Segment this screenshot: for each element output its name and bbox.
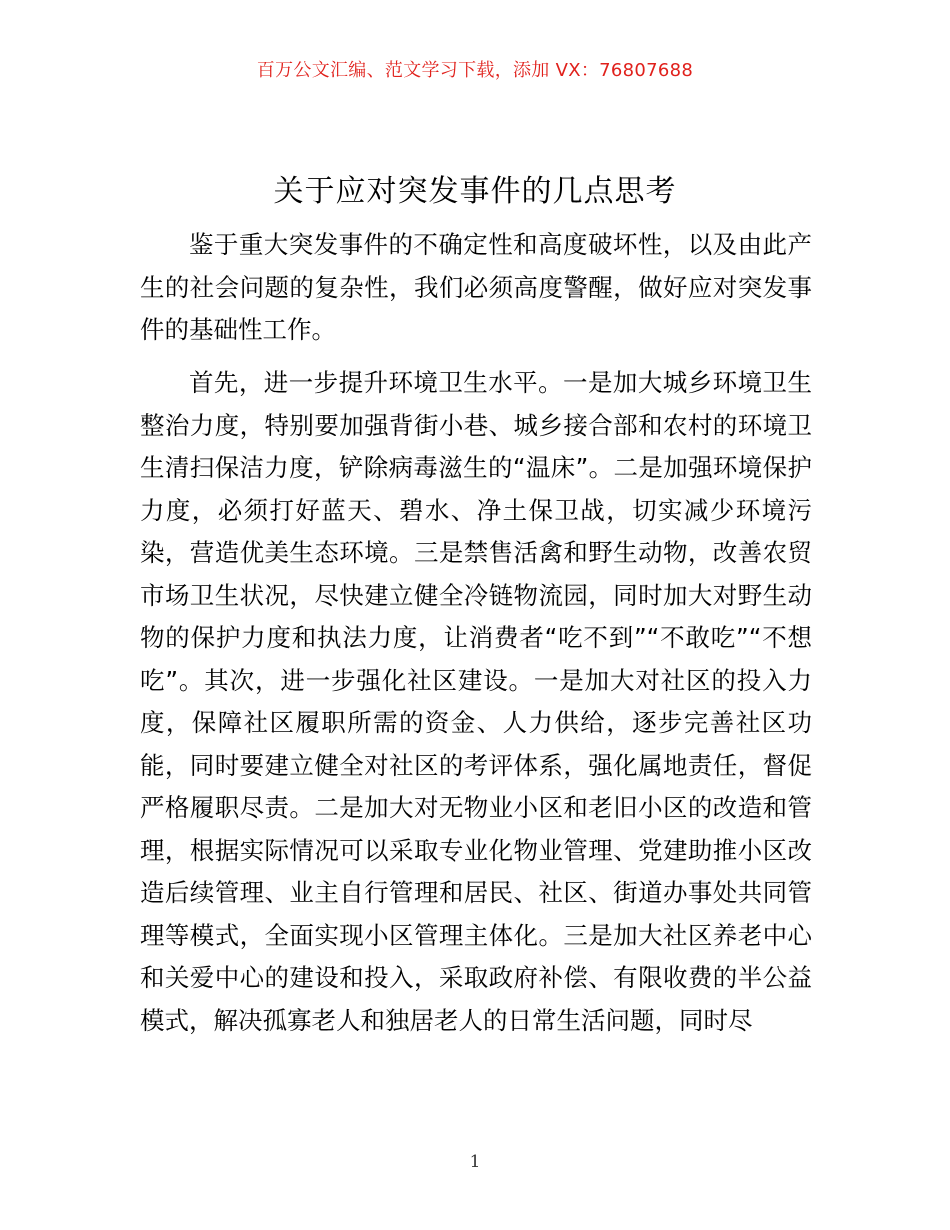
paragraph-intro: 鉴于重大突发事件的不确定性和高度破坏性，以及由此产生的社会问题的复杂性，我们必须高度警醒，做好应对突发事件的基础性工作。 — [140, 230, 812, 344]
header-watermark: 百万公文汇编、范文学习下载，添加 VX：76807688 — [256, 60, 694, 81]
page-number: 1 — [469, 1152, 481, 1172]
document-title: 关于应对突发事件的几点思考 — [273, 174, 677, 209]
paragraph-main: 首先，进一步提升环境卫生水平。一是加大城乡环境卫生整治力度，特别要加强背街小巷、城乡接合部和农村的环境卫生清扫保洁力度，铲除病毒滋生的“温床”。二是加强环境保护力度，必须打好蓝天、碧水、净土保卫战，切实减少环境污染，营造优美生态环境。三是禁售活禽和野生动物，改善农贸市场卫生状况，尽快建立健全冷链物流园，同时加大对野生动物的保护力度和执法力度，让消费者“吃不到”“不敢吃”“不想吃”。其次，进一步强化社区建设。一是加大对社区的投入力度，保障社区履职所需的资金、人力供给，逐步完善社区功能，同时要建立健全对社区的考评体系，强化属地责任，督促严格履职尽责。二是加大对无物业小区和老旧小区的改造和管理，根据实际情况可以采取专业化物业管理、党建助推小区改造后续管理、业主自行管理和居民、社区、街道办事处共同管理等模式，全面实现小区管理主体化。三是加大社区养老中心和关爱中心的建设和投入，采取政府补偿、有限收费的半公益模式，解决孤寡老人和独居老人的日常生活问题，同时尽 — [140, 368, 812, 1035]
